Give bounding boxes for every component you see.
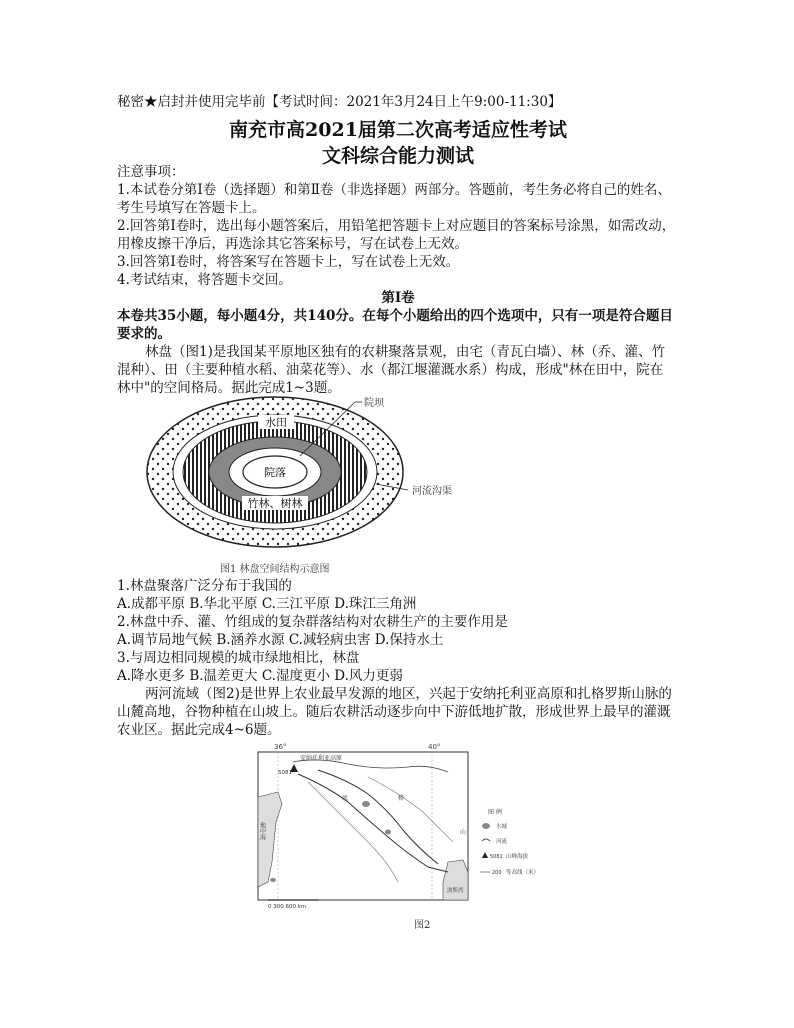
notes-line: 用橡皮擦干净后，再选涂其它答案标号，写在试卷上无效。: [117, 236, 468, 252]
figure2-map: [238, 742, 558, 912]
legend-peak: 山峰海拔: [506, 854, 529, 860]
label-paddy: 水田: [265, 416, 287, 429]
label-dam: 院坝: [364, 398, 384, 409]
river-label-a: 底: [342, 795, 349, 802]
figure1-caption: 图1 林盘空间结构示意图: [220, 564, 330, 575]
label-river: 河流沟渠: [412, 486, 452, 497]
passage2-line: 两河流域（图2)是世界上农业最早发源的地区，兴起于安纳托利亚高原和扎格罗斯山脉的: [145, 686, 672, 702]
passage1-line: 混种）、田（主要种植水稻、油菜花等）、水（都江堰灌溉水系）构成，形成"林在田中，院在: [117, 362, 664, 378]
scale-label: 0 300 600 km: [268, 904, 307, 910]
passage1-line: 林中"的空间格局。据此完成1~3题。: [117, 380, 341, 396]
mountain-label: 山: [460, 829, 467, 836]
legend-title: 图 例: [488, 809, 502, 816]
question-1-options: A.成都平原 B.华北平原 C.三江平原 D.珠江三角洲: [117, 596, 417, 612]
section-instructions: 本卷共35小题，每小题4分，共140分。在每个小题给出的四个选项中，只有一项是符合题目: [117, 308, 673, 324]
legend-city: 水城: [496, 824, 508, 830]
exam-title: 南充市高2021届第二次高考适应性考试: [229, 119, 567, 141]
section-instructions-cont: 要求的。: [117, 326, 171, 342]
passage2-line: 山麓高地，谷物种植在山坡上。随后农耕活动逐步向中下游低地扩散，形成世界上最早的灌溉: [117, 704, 671, 720]
notes-line: 1.本试卷分第Ⅰ卷（选择题）和第Ⅱ卷（非选择题）两部分。答题前，考生务必将自己的姓名、: [117, 182, 671, 198]
river-label-b: 格: [398, 795, 405, 802]
label-courtyard: 院落: [264, 466, 286, 479]
exam-subtitle: 文科综合能力测试: [321, 145, 474, 167]
passage1-line: 林盘（图1)是我国某平原地区独有的农耕聚落景观，由宅（青瓦白墙）、林（乔、灌、竹: [145, 344, 666, 360]
question-2: 2.林盘中乔、灌、竹组成的复杂群落结构对农耕生产的主要作用是: [117, 614, 508, 630]
peak-label: 5081: [278, 770, 292, 776]
label-forest: 竹林、树林: [247, 497, 303, 510]
question-3: 3.与周边相同规模的城市绿地相比，林盘: [117, 650, 360, 666]
notes-line: 3.回答第Ⅰ卷时，将答案写在答题卡上，写在试卷上无效。: [117, 254, 460, 270]
gulf-label: 波斯湾: [447, 888, 464, 894]
lon-left-label: 36°: [274, 743, 287, 751]
section-heading: 第Ⅰ卷: [381, 290, 415, 306]
figure1-linpan-diagram: [140, 396, 470, 556]
notes-heading: 注意事项：: [117, 164, 185, 180]
legend-river: 河流: [496, 839, 508, 845]
legend-contour-value: 200: [492, 870, 502, 876]
question-2-options: A.调节局地气候 B.涵养水源 C.减轻病虫害 D.保持水土: [117, 632, 444, 648]
notes-line: 4.考试结束，将答题卡交回。: [117, 272, 292, 288]
notes-line: 2.回答第Ⅰ卷时，选出每小题答案后，用铅笔把答题卡上对应题目的答案标号涂黑，如需改动，: [117, 218, 676, 234]
lon-right-label: 40°: [428, 743, 441, 751]
sea-label-1: 地中海: [258, 822, 266, 840]
question-3-options: A.降水更多 B.温差更大 C.湿度更小 D.风力更弱: [117, 668, 403, 684]
question-1: 1.林盘聚落广泛分布于我国的: [117, 578, 292, 594]
figure2-caption: 图2: [414, 920, 431, 931]
confidential-line: 秘密★启封并使用完毕前【考试时间：2021年3月24日上午9:00-11:30】: [117, 94, 562, 110]
notes-line: 考生号填写在答题卡上。: [117, 200, 266, 216]
legend-contour: 等高线（米）: [506, 870, 540, 876]
legend-peak-value: 5081: [490, 854, 503, 860]
plateau-label: 安纳托利亚高原: [300, 755, 343, 762]
passage2-line: 农业区。据此完成4~6题。: [117, 722, 281, 738]
